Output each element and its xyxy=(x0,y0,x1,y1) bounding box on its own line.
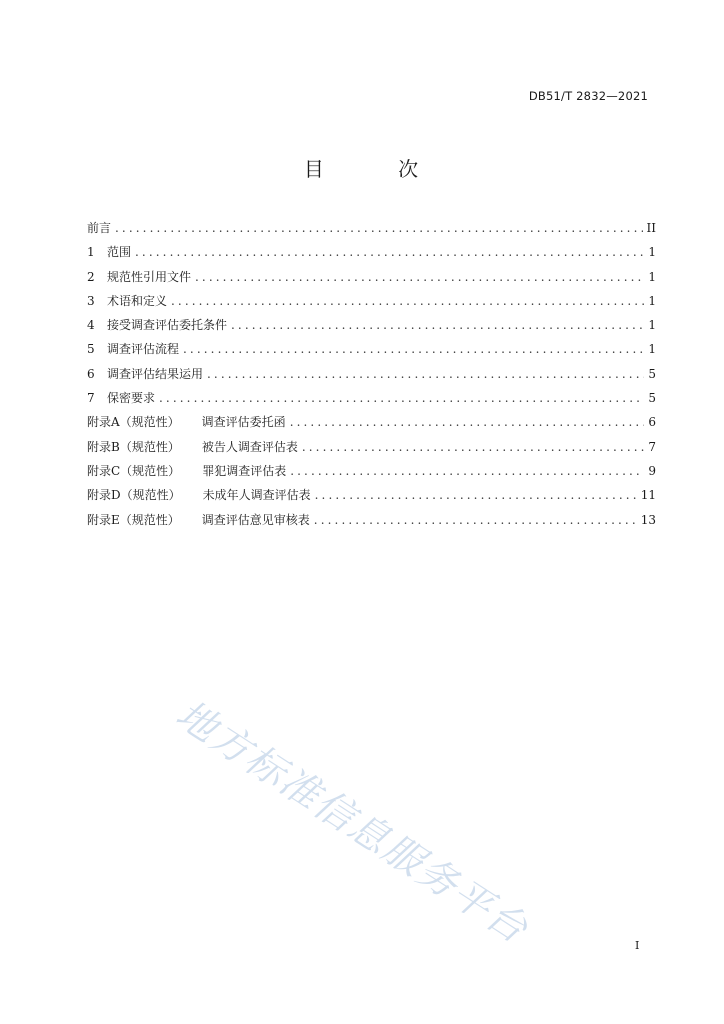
toc-entry-page: 1 xyxy=(648,342,656,357)
toc-entry-page: 1 xyxy=(648,318,656,333)
toc-entry-page: 7 xyxy=(648,439,656,454)
table-of-contents xyxy=(87,219,656,535)
dot-leader xyxy=(315,488,637,502)
toc-entry-annex-b[interactable] xyxy=(87,438,656,462)
toc-entry-text: 调查评估意见审核表 xyxy=(201,512,310,527)
toc-entry-5[interactable] xyxy=(87,340,656,364)
toc-entry-text: 接受调查评估委托条件 xyxy=(107,318,228,333)
watermark: 地方标准信息服务平台 xyxy=(167,692,537,954)
toc-entry-text: 被告人调查评估表 xyxy=(201,439,298,454)
dot-leader xyxy=(290,464,644,478)
toc-annex-label: 附录C（规范性） xyxy=(87,463,181,478)
toc-entry-text: 规范性引用文件 xyxy=(107,269,192,284)
toc-entry-page: II xyxy=(646,221,656,235)
toc-entry-text: 调查评估委托函 xyxy=(201,415,286,430)
toc-entry-page: 6 xyxy=(648,415,656,430)
toc-entry-annex-d[interactable] xyxy=(87,486,656,510)
toc-entry-6[interactable] xyxy=(87,365,656,389)
toc-entry-foreword[interactable] xyxy=(87,219,656,243)
toc-entry-2[interactable] xyxy=(87,268,656,292)
toc-entry-page: 13 xyxy=(640,512,656,527)
toc-entry-page: 1 xyxy=(648,269,656,284)
toc-entry-7[interactable] xyxy=(87,389,656,413)
toc-entry-text: 范围 xyxy=(107,245,132,260)
page-title: 目 次 xyxy=(303,157,453,181)
toc-entry-text: 未成年人调查评估表 xyxy=(202,488,311,503)
toc-entry-number: 3 xyxy=(87,293,95,308)
toc-entry-page: 1 xyxy=(648,293,656,308)
toc-entry-4[interactable] xyxy=(87,316,656,340)
page-number: I xyxy=(635,939,640,952)
toc-entry-number: 7 xyxy=(87,391,95,406)
toc-annex-label: 附录B（规范性） xyxy=(87,439,180,454)
toc-entry-text: 保密要求 xyxy=(107,391,156,406)
dot-leader xyxy=(231,318,644,332)
toc-annex-label: 附录E（规范性） xyxy=(87,512,180,527)
document-code: DB51/T 2832—2021 xyxy=(528,89,648,103)
toc-entry-annex-c[interactable] xyxy=(87,462,656,486)
dot-leader xyxy=(207,367,644,381)
toc-entry-3[interactable] xyxy=(87,292,656,316)
toc-entry-number: 1 xyxy=(87,245,95,260)
toc-annex-label: 附录D（规范性） xyxy=(87,488,181,503)
toc-entry-number: 5 xyxy=(87,342,95,357)
toc-entry-number: 4 xyxy=(87,318,95,333)
toc-entry-text: 术语和定义 xyxy=(107,293,168,308)
toc-entry-annex-e[interactable] xyxy=(87,511,656,535)
dot-leader xyxy=(183,342,644,356)
dot-leader xyxy=(314,513,637,527)
toc-entry-page: 1 xyxy=(648,245,656,260)
toc-annex-label: 附录A（规范性） xyxy=(87,415,180,430)
dot-leader xyxy=(135,245,644,259)
dot-leader xyxy=(171,294,644,308)
toc-entry-page: 5 xyxy=(648,391,656,406)
dot-leader xyxy=(290,415,644,429)
dot-leader xyxy=(115,221,643,235)
dot-leader xyxy=(195,270,644,284)
toc-entry-1[interactable] xyxy=(87,243,656,267)
toc-entry-page: 9 xyxy=(648,463,656,478)
dot-leader xyxy=(159,391,644,405)
toc-entry-number: 2 xyxy=(87,269,95,284)
toc-entry-page: 5 xyxy=(648,366,656,381)
toc-entry-text: 前言 xyxy=(87,221,112,235)
toc-entry-text: 调查评估结果运用 xyxy=(107,366,204,381)
toc-entry-text: 调查评估流程 xyxy=(107,342,180,357)
toc-entry-page: 11 xyxy=(640,488,656,503)
toc-entry-annex-a[interactable] xyxy=(87,413,656,437)
toc-entry-number: 6 xyxy=(87,366,95,381)
toc-entry-text: 罪犯调查评估表 xyxy=(202,463,287,478)
dot-leader xyxy=(302,440,644,454)
